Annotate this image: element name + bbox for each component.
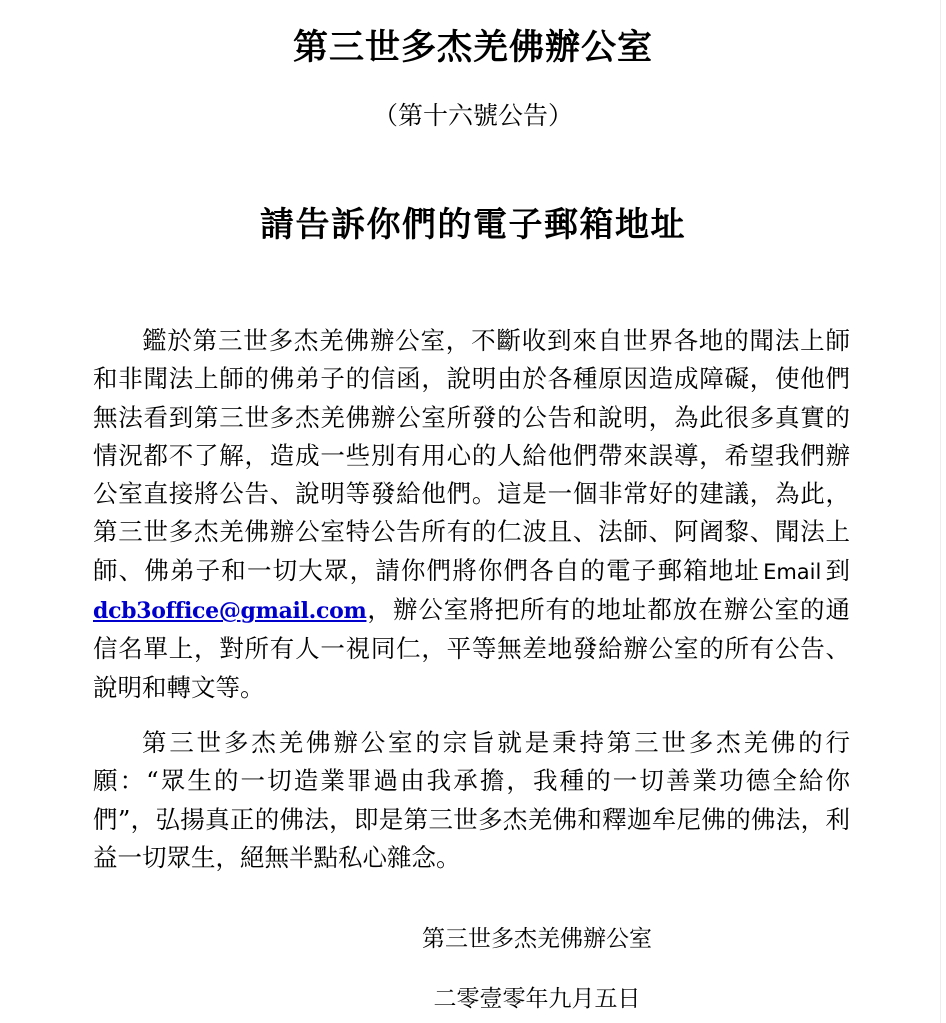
paragraph-two: 第三世多杰羌佛辦公室的宗旨就是秉持第三世多杰羌佛的行願：“眾生的一切造業罪過由我承擔，我種的一切善業功德全給你們”，弘揚真正的佛法，即是第三世多杰羌佛和釋迦牟尼佛的佛法，利益一切眾生，絕無半點私心雜念。 xyxy=(93,727,850,872)
paragraph-one xyxy=(93,322,850,707)
page-edge-rule xyxy=(940,0,941,1023)
paragraph-one-text-before-email: 鑑於第三世多杰羌佛辦公室，不斷收到來自世界各地的聞法上師和非聞法上師的佛弟子的信函，說明由於各種原因造成障礙，使他們無法看到第三世多杰羌佛辦公室所發的公告和說明，為此很多真實的情況都不了解，造成一些別有用心的人給他們帶來誤導，希望我們辦公室直接將公告、說明等發給他們。這是一個非常好的建議，為此，第三世多杰羌佛辦公室特公告所有的仁波且、法師、阿阇黎、聞法上師、佛弟子和一切大眾，請你們將你們各自的電子郵箱地址 xyxy=(93,326,850,585)
signature-office: 第三世多杰羌佛辦公室 xyxy=(422,926,652,952)
document-heading: 請告訴你們的電子郵箱地址 xyxy=(260,205,686,245)
document-title: 第三世多杰羌佛辦公室 xyxy=(292,27,653,68)
document-subtitle: （第十六號公告） xyxy=(372,101,573,130)
email-address-link[interactable]: dcb3office@gmail.com xyxy=(93,598,367,625)
signature-date: 二零壹零年九月五日 xyxy=(433,985,641,1012)
signature-block xyxy=(0,925,946,1015)
email-keyword: Email xyxy=(763,559,822,584)
document-body xyxy=(93,322,850,877)
paragraph-one-text-after-email: ，辦公室將把所有的地址都放在辦公室的通信名單上，對所有人一視同仁，平等無差地發給辦公室的所有公告、說明和轉文等。 xyxy=(93,595,850,702)
paragraph-one-text-after-keyword: 到 xyxy=(824,555,851,585)
